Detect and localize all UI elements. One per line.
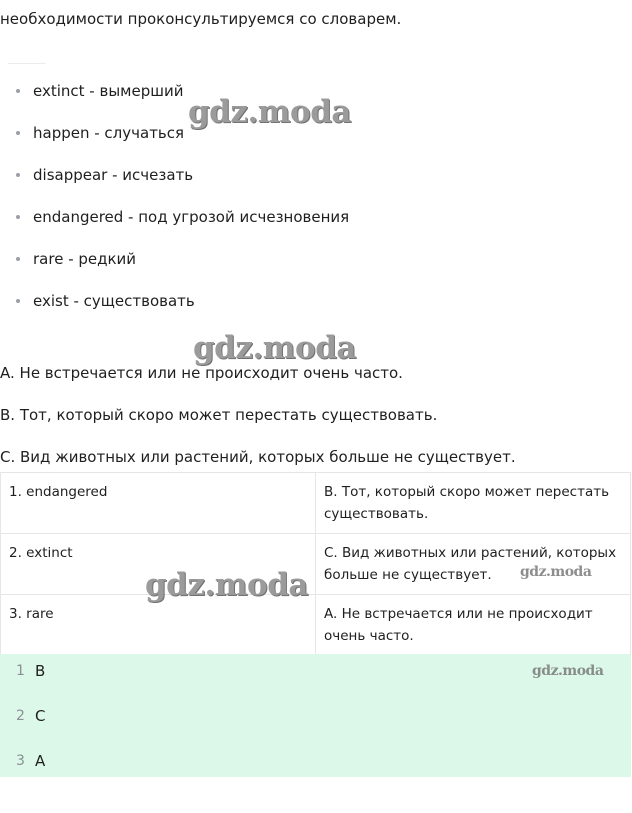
definitions bbox=[0, 362, 516, 488]
watermark: gdz.moda bbox=[520, 564, 592, 580]
answer-value: B bbox=[35, 662, 46, 680]
bullet-icon bbox=[16, 257, 20, 261]
vocabulary-entry: exist - существовать bbox=[33, 292, 195, 310]
list-item bbox=[0, 248, 349, 290]
definition-a: A. Не встречается или не происходит очень часто. bbox=[0, 364, 403, 382]
answer-value: A bbox=[35, 752, 46, 770]
watermark: gdz.moda bbox=[532, 663, 604, 679]
table-cell-definition: A. Не встречается или не происходит очень часто. bbox=[316, 595, 631, 656]
table-row bbox=[1, 473, 631, 534]
bullet-icon bbox=[16, 173, 20, 177]
list-item bbox=[0, 290, 349, 332]
bullet-icon bbox=[16, 299, 20, 303]
divider bbox=[8, 63, 46, 64]
bullet-icon bbox=[16, 215, 20, 219]
list-item bbox=[0, 206, 349, 248]
table-cell-word: 1. endangered bbox=[1, 473, 316, 534]
list-item bbox=[0, 164, 349, 206]
vocabulary-entry: happen - случаться bbox=[33, 124, 185, 142]
table-cell-word: 3. rare bbox=[1, 595, 316, 656]
table-cell-word: 2. extinct bbox=[1, 534, 316, 595]
definition-c: C. Вид животных или растений, которых больше не существует. bbox=[0, 448, 516, 466]
table-row bbox=[1, 595, 631, 656]
table-cell-definition: B. Тот, который скоро может перестать существовать. bbox=[316, 473, 631, 534]
vocabulary-entry: extinct - вымерший bbox=[33, 82, 184, 100]
answer-number: 3 bbox=[16, 753, 25, 769]
intro-text: необходимости проконсультируемся со словарем. bbox=[0, 10, 402, 28]
answer-number: 2 bbox=[16, 708, 25, 724]
vocabulary-entry: disappear - исчезать bbox=[33, 166, 194, 184]
watermark: gdz.moda bbox=[188, 94, 351, 130]
watermark: gdz.moda bbox=[145, 567, 308, 603]
answer-number: 1 bbox=[16, 663, 25, 679]
watermark: gdz.moda bbox=[193, 330, 356, 366]
table-cell-definition: C. Вид животных или растений, которых больше не существует. bbox=[316, 534, 631, 595]
answer-value: C bbox=[35, 707, 46, 725]
definition-b: B. Тот, который скоро может перестать существовать. bbox=[0, 406, 438, 424]
bullet-icon bbox=[16, 89, 20, 93]
vocabulary-entry: endangered - под угрозой исчезновения bbox=[33, 208, 350, 226]
bullet-icon bbox=[16, 131, 20, 135]
vocabulary-entry: rare - редкий bbox=[33, 250, 137, 268]
